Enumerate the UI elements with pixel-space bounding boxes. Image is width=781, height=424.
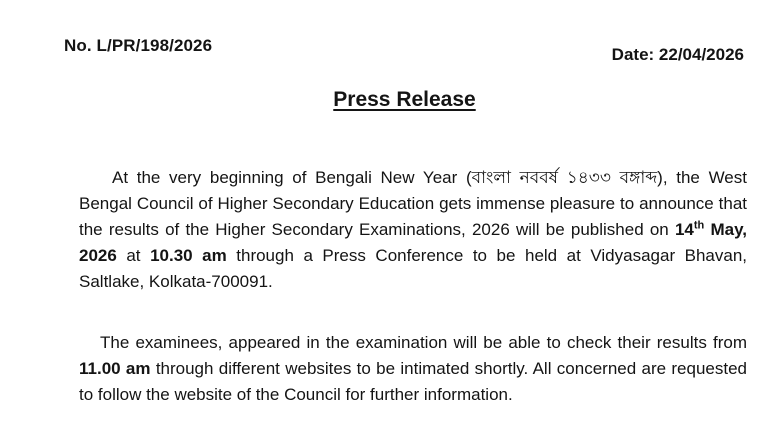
paragraph1-text-b: at bbox=[116, 246, 151, 265]
results-check-time: 11.00 am bbox=[79, 359, 151, 378]
paragraph-instructions bbox=[79, 330, 747, 408]
result-date-day: 14 bbox=[674, 220, 694, 239]
paragraph-announcement bbox=[79, 165, 747, 295]
title-container bbox=[0, 88, 781, 112]
release-date: Date: 22/04/2026 bbox=[611, 45, 744, 64]
reference-number: No. L/PR/198/2026 bbox=[64, 36, 213, 55]
page-title: Press Release bbox=[333, 88, 476, 111]
press-conference-time: 10.30 am bbox=[150, 246, 227, 265]
paragraph2-text-a: The examinees, appeared in the examination will be able to check their results from bbox=[100, 333, 747, 352]
result-date-rest: May, 2026 bbox=[79, 220, 747, 265]
paragraph2-text-b: through different websites to be intimated shortly. All concerned are requested to follow the website of the Council for further information. bbox=[79, 359, 747, 404]
paragraph1-text-c: through a Press Conference to be held at Vidyasagar Bhavan, Saltlake, Kolkata-700091. bbox=[79, 246, 748, 291]
paragraph1-text-a: At the very beginning of Bengali New Year (বাংলা নববর্ষ ১৪৩৩ বঙ্গাব্দ), the West Bengal Council of Higher Secondary Education gets immense pleasure to announce that the results of the Higher Secondary Examinations, 2026 will be published on bbox=[79, 168, 747, 239]
result-date-suffix: th bbox=[693, 219, 705, 232]
